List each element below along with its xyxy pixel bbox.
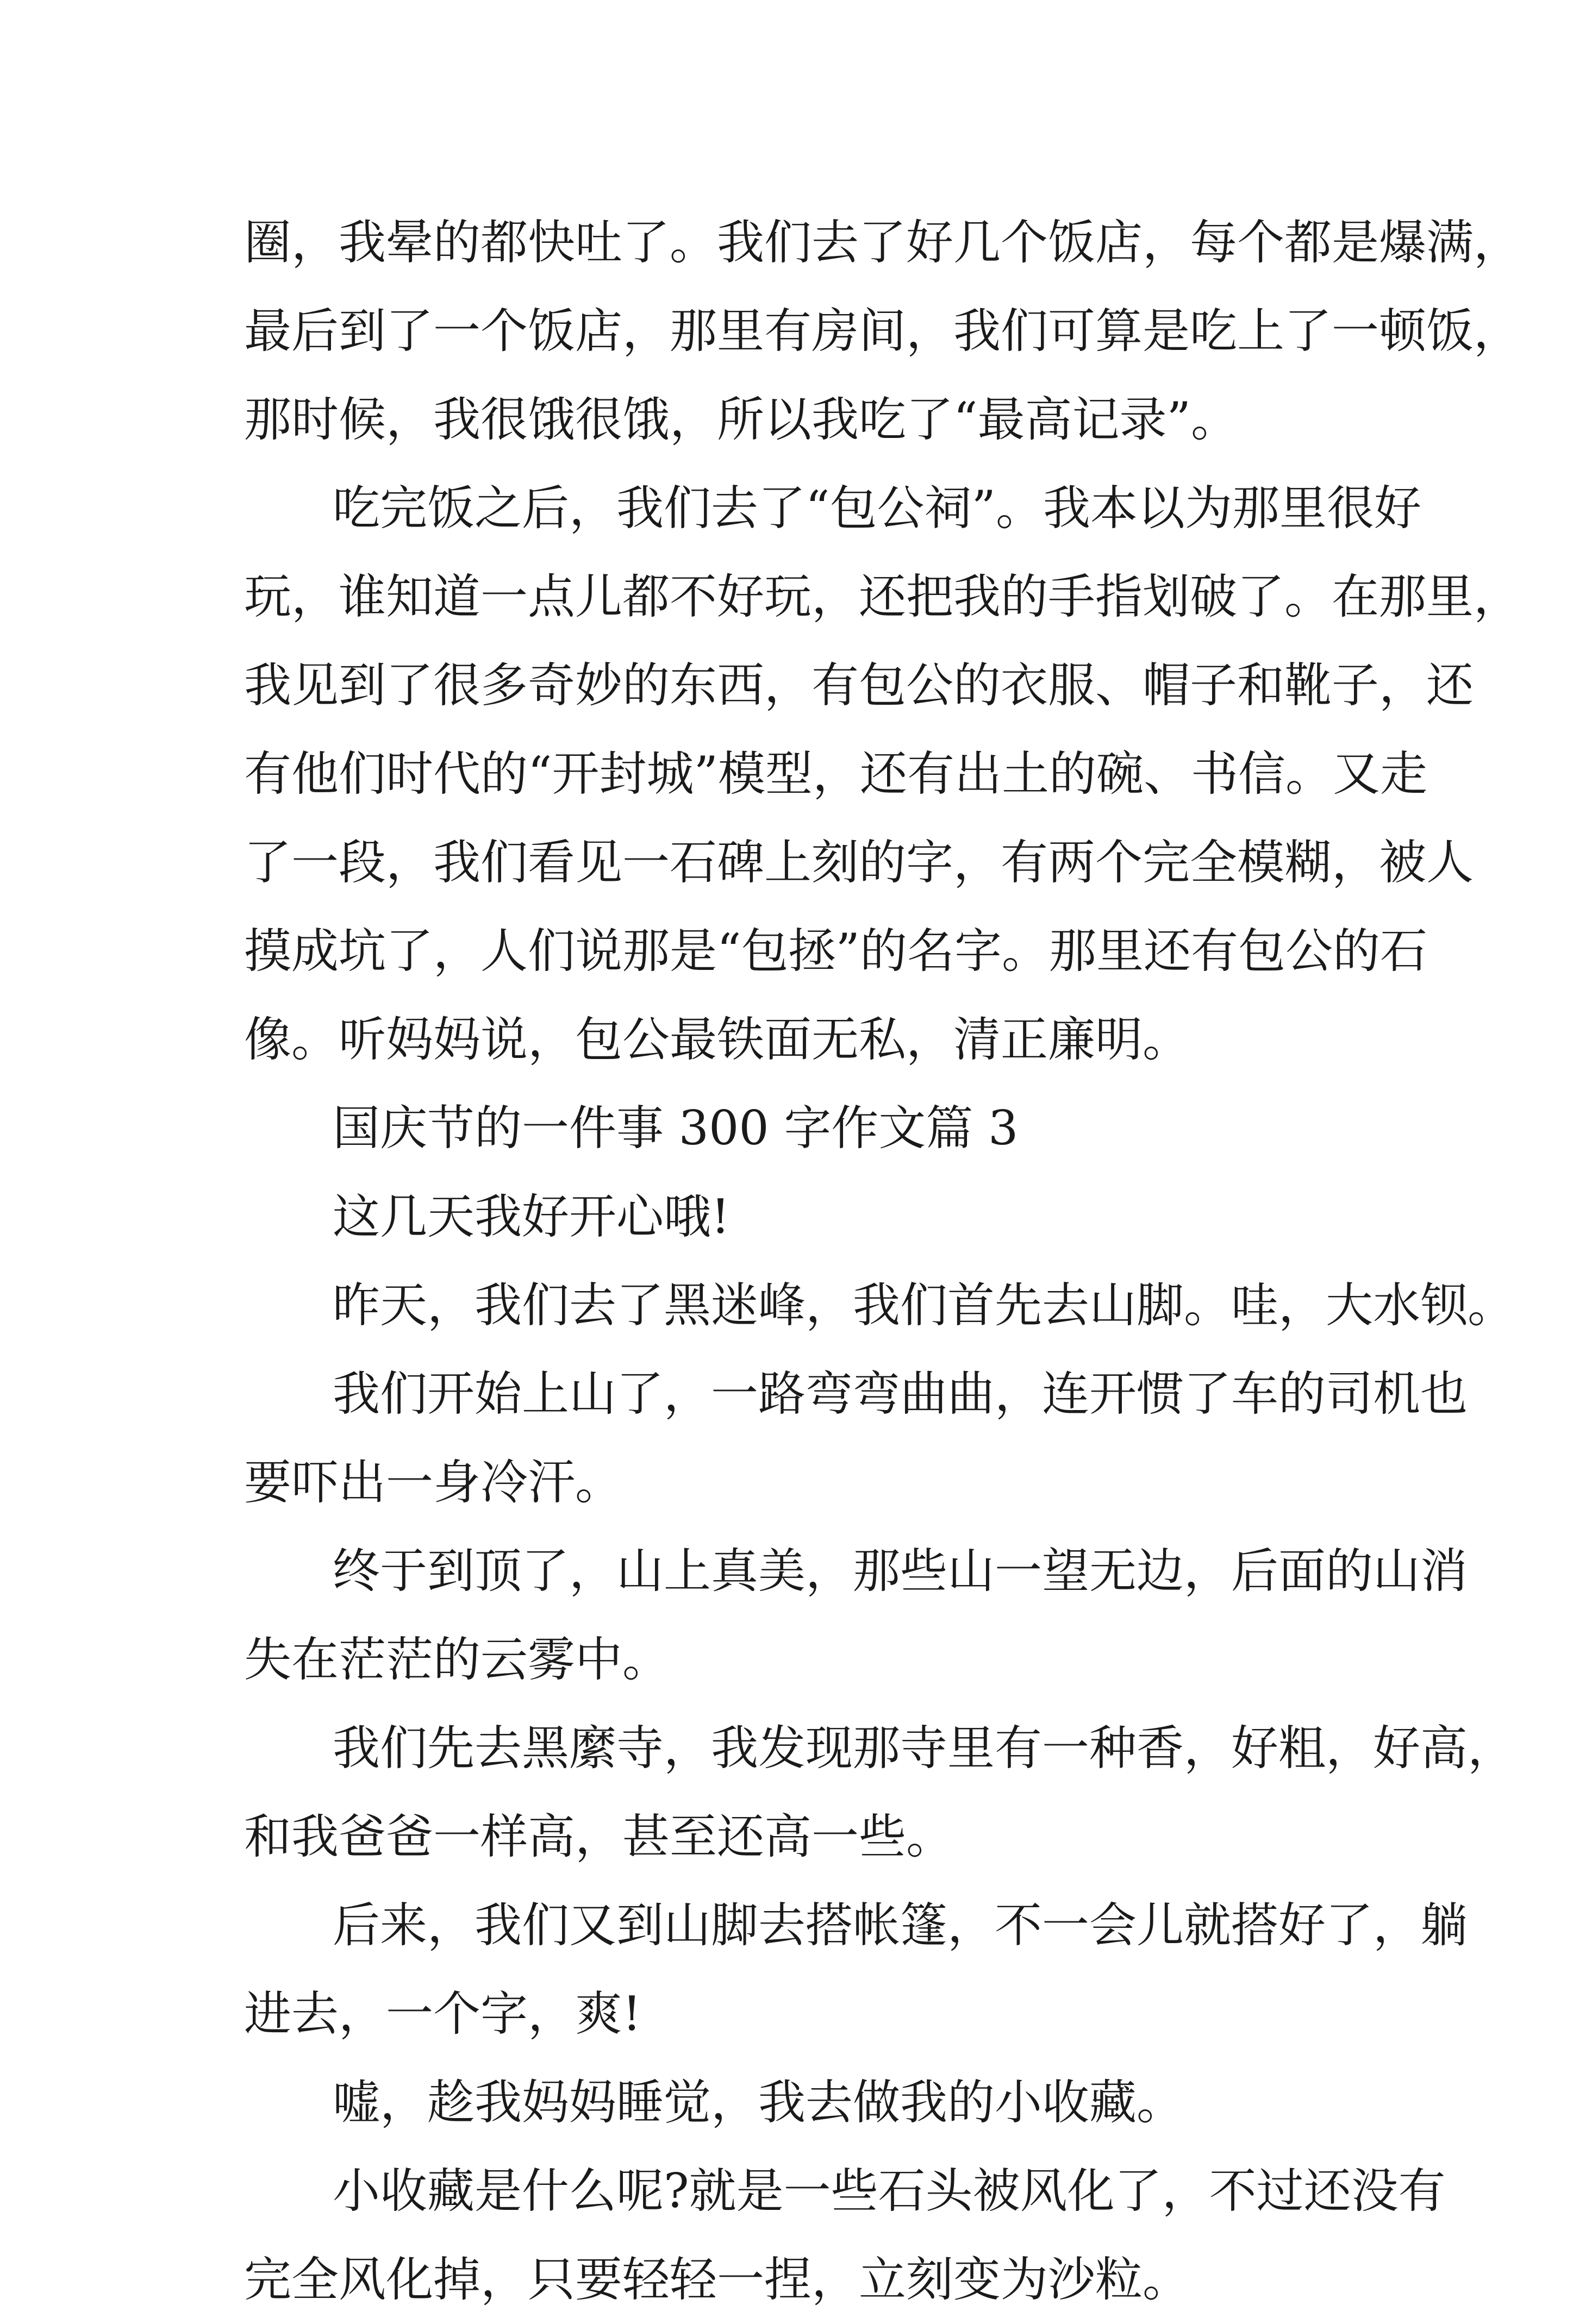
- text-line: 玩，谁知道一点儿都不好玩，还把我的手指划破了。在那里，: [244, 569, 1521, 624]
- text-line: 和我爸爸一样高，甚至还高一些。: [244, 1809, 953, 1864]
- paragraph-start-line: 终于到顶了，山上真美，那些山一望无边，后面的山消: [333, 1543, 1468, 1599]
- text-line: 了一段，我们看见一石碑上刻的字，有两个完全模糊，被人: [244, 835, 1474, 890]
- text-line: 圈，我晕的都快吐了。我们去了好几个饭店，每个都是爆满，: [244, 215, 1521, 270]
- text-line: 进去，一个字，爽!: [244, 1986, 641, 2041]
- essay-body: [244, 198, 1521, 2324]
- text-line: 我见到了很多奇妙的东西，有包公的衣服、帽子和靴子，还: [244, 657, 1474, 713]
- text-line: 最后到了一个饭店，那里有房间，我们可算是吃上了一顿饭，: [244, 303, 1521, 359]
- text-line: 摸成坑了，人们说那是“包拯”的名字。那里还有包公的石: [244, 923, 1427, 979]
- section-heading: 国庆节的一件事 300 字作文篇 3: [333, 1100, 1019, 1156]
- text-line: 像。听妈妈说，包公最铁面无私，清正廉明。: [244, 1012, 1190, 1067]
- text-line: 有他们时代的“开封城”模型，还有出土的碗、书信。又走: [244, 746, 1427, 801]
- text-line: 那时候，我很饿很饿，所以我吃了“最高记录”。: [244, 392, 1238, 447]
- paragraph-start-line: 这几天我好开心哦!: [333, 1189, 730, 1244]
- paragraph-start-line: 我们开始上山了，一路弯弯曲曲，连开惯了车的司机也: [333, 1366, 1468, 1421]
- text-line: 完全风化掉，只要轻轻一捏，立刻变为沙粒。: [244, 2252, 1190, 2307]
- paragraph-start-line: 我们先去黑縻寺，我发现那寺里有一种香，好粗，好高，: [333, 1720, 1515, 1776]
- paragraph-start-line: 昨天，我们去了黑迷峰，我们首先去山脚。哇，大水钡。: [333, 1277, 1515, 1333]
- text-line: 要吓出一身冷汗。: [244, 1455, 622, 1510]
- paragraph-start-line: 小收藏是什么呢?就是一些石头被风化了，不过还没有: [333, 2163, 1446, 2219]
- paragraph-start-line: 嘘，趁我妈妈睡觉，我去做我的小收藏。: [333, 2075, 1184, 2130]
- text-line: 失在茫茫的云雾中。: [244, 1632, 670, 1687]
- paragraph-start-line: 吃完饭之后，我们去了“包公祠”。我本以为那里很好: [333, 480, 1421, 536]
- paragraph-start-line: 后来，我们又到山脚去搭帐篷，不一会儿就搭好了，躺: [333, 1897, 1468, 1953]
